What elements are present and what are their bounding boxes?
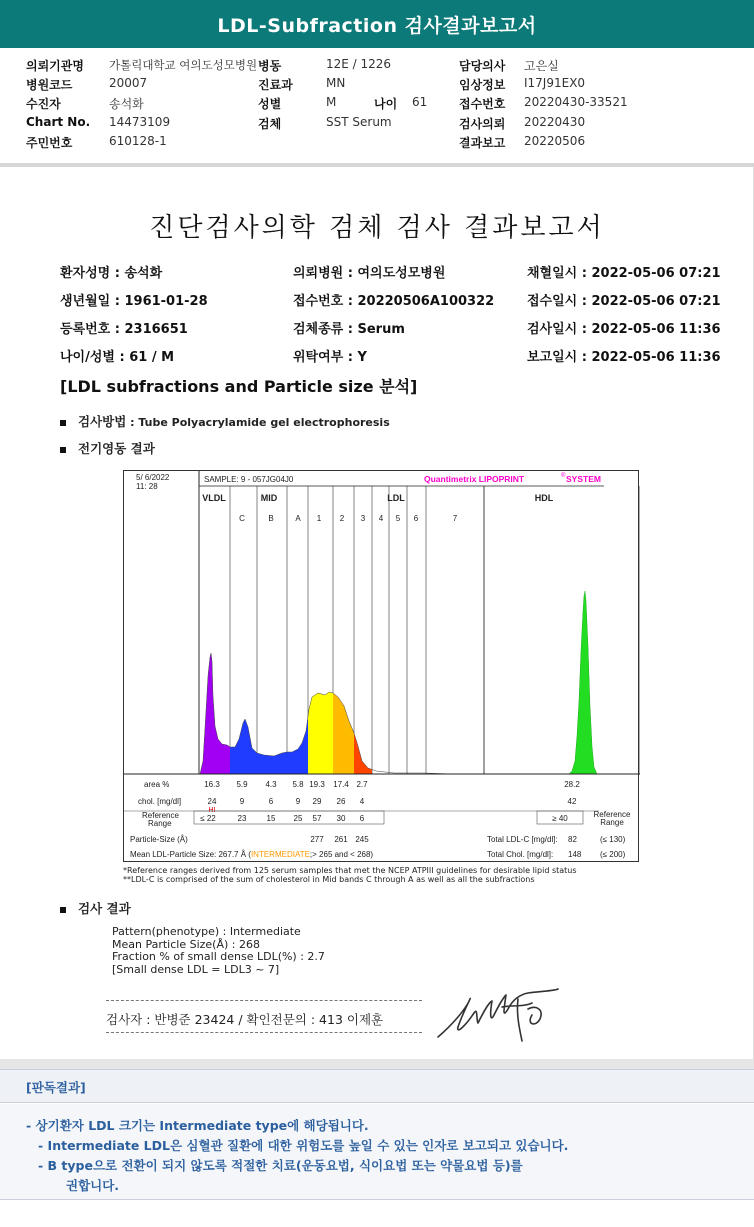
- chol-value: 42: [567, 797, 577, 806]
- chart-group-label: HDL: [534, 493, 554, 503]
- info-label: 주민번호: [26, 136, 73, 150]
- collected-time: 채혈일시 : 2022-05-06 07:21: [527, 266, 721, 281]
- age-label: 나이: [374, 97, 398, 111]
- footnote: **LDL-C is comprised of the sum of cholesterol in Mid bands C through A as well as all the subfractions: [123, 875, 535, 884]
- info-label: 병원코드: [26, 78, 73, 92]
- chart-band-label: 2: [339, 514, 345, 523]
- chart-band-label: B: [268, 514, 274, 523]
- particle-value: 261: [334, 835, 348, 844]
- area-value: 16.3: [204, 780, 220, 789]
- chart-sample-id: SAMPLE: 9 - 057JG04J0: [204, 475, 294, 484]
- area-value: 19.3: [309, 780, 325, 789]
- info-value: 고은실: [524, 59, 559, 73]
- ref-value: 25: [293, 814, 303, 823]
- received-time: 접수일시 : 2022-05-06 07:21: [527, 294, 721, 309]
- info-value: 14473109: [109, 115, 171, 129]
- signature-divider: [106, 1032, 422, 1033]
- chart-brand-tail: SYSTEM: [566, 474, 601, 484]
- judgement-line: - Intermediate LDL은 심혈관 질환에 대한 위험도를 높일 수 있는 인자로 보고되고 있습니다.: [38, 1138, 569, 1153]
- info-value: 송석화: [109, 97, 144, 111]
- report-document: [0, 167, 754, 1059]
- area-value: 28.2: [564, 780, 580, 789]
- chol-value: 4: [359, 797, 365, 806]
- total-chol-label: Total Chol. [mg/dl]:: [487, 850, 554, 859]
- method-label: 검사방법: [78, 414, 127, 429]
- patient-dob: 생년월일 : 1961-01-28: [60, 294, 208, 309]
- electrophoresis-chart: [123, 470, 639, 862]
- chart-band-label: 6: [413, 514, 419, 523]
- analysis-section-title: [LDL subfractions and Particle size 분석]: [60, 377, 418, 396]
- info-label: 임상정보: [459, 78, 506, 92]
- info-label: 검사의뢰: [459, 117, 506, 131]
- info-value: MN: [326, 76, 346, 90]
- bullet-icon: [60, 907, 66, 913]
- info-value: SST Serum: [326, 115, 392, 129]
- info-label: Chart No.: [26, 115, 91, 129]
- total-ldl-value: 82: [568, 835, 577, 844]
- ref-box: [194, 811, 384, 824]
- area-value: 4.3: [265, 780, 277, 789]
- electro-label: 전기영동 결과: [78, 441, 155, 456]
- patient-name: 환자성명 : 송석화: [60, 266, 163, 281]
- chol-value: 26: [336, 797, 346, 806]
- section-divider: [0, 1059, 754, 1069]
- ref-label-line: Reference: [142, 811, 179, 820]
- info-value: I17J91EX0: [524, 76, 586, 90]
- ref-value: 57: [312, 814, 322, 823]
- info-value: 20220506: [524, 134, 586, 148]
- chart-band-label: 5: [395, 514, 401, 523]
- ref-value: 15: [266, 814, 276, 823]
- signer-line: 검사자 : 반병준 23424 / 확인전문의 : 413 이제훈: [106, 1012, 384, 1027]
- ref-value: 23: [237, 814, 247, 823]
- ref-value: ≥ 40: [552, 814, 568, 823]
- referring-hospital: 의뢰병원 : 여의도성모병원: [293, 266, 446, 281]
- request-info-table: [0, 53, 754, 161]
- hi-flag: HI: [208, 807, 216, 814]
- area-label: area %: [144, 780, 170, 789]
- page-title: LDL-Subfraction 검사결과보고서: [0, 0, 754, 48]
- chart-band-label: 7: [452, 514, 458, 523]
- bullet-icon: [60, 447, 66, 453]
- judgement-body: [0, 1104, 754, 1200]
- mean-size-line: [130, 850, 373, 859]
- chart-band-label: 4: [378, 514, 384, 523]
- particle-label: Particle-Size (Å): [130, 835, 188, 844]
- ref-value: ≤ 22: [200, 814, 216, 823]
- signature-image: [432, 985, 562, 1047]
- footnote: *Reference ranges derived from 125 serum samples that met the NCEP ATPIII guidelines for desirable lipid status: [123, 866, 577, 875]
- info-value: 20220430: [524, 115, 586, 129]
- info-label: 진료과: [258, 78, 293, 92]
- chart-band-label: C: [239, 514, 245, 523]
- chart-group-label: LDL: [387, 493, 405, 503]
- area-value: 5.8: [292, 780, 304, 789]
- judgement-title: [판독결과]: [26, 1080, 86, 1095]
- total-chol-value: 148: [568, 850, 582, 859]
- info-label: 담당의사: [459, 59, 506, 73]
- ref-right-label: Range: [600, 818, 624, 827]
- accession-number: 접수번호 : 20220506A100322: [293, 294, 495, 309]
- chart-hdl-peak: [569, 591, 597, 774]
- area-value: 5.9: [236, 780, 248, 789]
- chart-brand: Quantimetrix LIPOPRINT: [424, 474, 525, 484]
- judgement-line: 권합니다.: [66, 1178, 120, 1193]
- tested-time: 검사일시 : 2022-05-06 11:36: [527, 322, 721, 337]
- area-value: 2.7: [356, 780, 368, 789]
- chart-brand-mark: ®: [561, 473, 566, 479]
- report-title: 진단검사의학 검체 검사 결과보고서: [149, 213, 605, 243]
- ref-right-label: Reference: [593, 810, 631, 819]
- info-value: M: [326, 95, 337, 109]
- judgement-line: - B type으로 전환이 되지 않도록 적절한 치료(운동요법, 식이요법 또는 약물요법 등)를: [38, 1158, 523, 1173]
- total-ldl-ref: (≤ 130): [600, 835, 626, 844]
- mean-size-prefix: Mean LDL-Particle Size: 267.7 Å (: [130, 850, 251, 859]
- ref-value: 30: [336, 814, 346, 823]
- result-details: [112, 926, 325, 976]
- chart-group-label: VLDL: [202, 493, 226, 503]
- info-label: 검체: [258, 117, 282, 131]
- info-value: 610128-1: [109, 134, 167, 148]
- particle-value: 245: [355, 835, 369, 844]
- mean-size-suffix: ;> 265 and < 268): [309, 850, 374, 859]
- judgement-line: - 상기환자 LDL 크기는 Intermediate type에 해당됩니다.: [26, 1118, 369, 1133]
- chol-value: 24: [207, 797, 217, 806]
- info-value: 12E / 1226: [326, 57, 392, 71]
- chart-band-label: 1: [316, 514, 322, 523]
- info-label: 결과보고: [459, 136, 506, 150]
- info-label: 접수번호: [459, 97, 506, 111]
- result-sdldl-definition: [Small dense LDL = LDL3 ~ 7]: [112, 962, 280, 976]
- chol-value: 9: [295, 797, 301, 806]
- info-label: 의뢰기관명: [26, 59, 84, 73]
- particle-value: 277: [310, 835, 324, 844]
- chol-value: 6: [268, 797, 274, 806]
- reported-time: 보고일시 : 2022-05-06 11:36: [527, 350, 721, 365]
- ref-label-line: Range: [148, 819, 172, 828]
- chol-label: chol. [mg/dl]: [138, 797, 182, 806]
- info-label: 수진자: [26, 97, 61, 111]
- result-pattern: Pattern(phenotype) : Intermediate: [112, 925, 301, 938]
- info-label: 병동: [258, 59, 282, 73]
- info-value: 20220430-33521: [524, 95, 628, 109]
- chart-band-label: 3: [360, 514, 366, 523]
- info-label: 성별: [258, 97, 282, 111]
- method-line: [60, 412, 390, 430]
- mean-size-class: INTERMEDIATE: [250, 850, 310, 859]
- age-value: 61: [412, 95, 428, 109]
- electro-line: [60, 439, 155, 457]
- chart-date: 5/ 6/2022: [136, 473, 170, 482]
- chol-value: 9: [239, 797, 245, 806]
- method-value: : Tube Polyacrylamide gel electrophoresis: [126, 416, 390, 429]
- total-ldl-label: Total LDL-C [mg/dl]:: [487, 835, 558, 844]
- result-sdldl-fraction: Fraction % of small dense LDL(%) : 2.7: [112, 950, 325, 963]
- area-value: 17.4: [333, 780, 349, 789]
- chart-group-label: MID: [260, 493, 278, 503]
- bullet-icon: [60, 420, 66, 426]
- specimen-type: 검체종류 : Serum: [293, 322, 405, 337]
- chol-value: 29: [312, 797, 322, 806]
- outsourced-flag: 위탁여부 : Y: [293, 350, 367, 365]
- chart-band-label: A: [295, 514, 301, 523]
- chart-canvas: [124, 471, 640, 863]
- info-value: 가톨릭대학교 여의도성모병원: [109, 58, 258, 72]
- ref-value: 6: [359, 814, 365, 823]
- judgement-header: [0, 1069, 754, 1103]
- result-line: [60, 899, 131, 917]
- info-value: 20007: [109, 76, 148, 90]
- chart-time: 11: 28: [136, 482, 158, 491]
- patient-regno: 등록번호 : 2316651: [60, 322, 188, 337]
- result-mean-size: Mean Particle Size(Å) : 268: [112, 937, 260, 951]
- total-chol-ref: (≤ 200): [600, 850, 626, 859]
- result-label: 검사 결과: [78, 901, 131, 916]
- signature-divider: [106, 1000, 422, 1001]
- patient-age-sex: 나이/성별 : 61 / M: [60, 350, 175, 365]
